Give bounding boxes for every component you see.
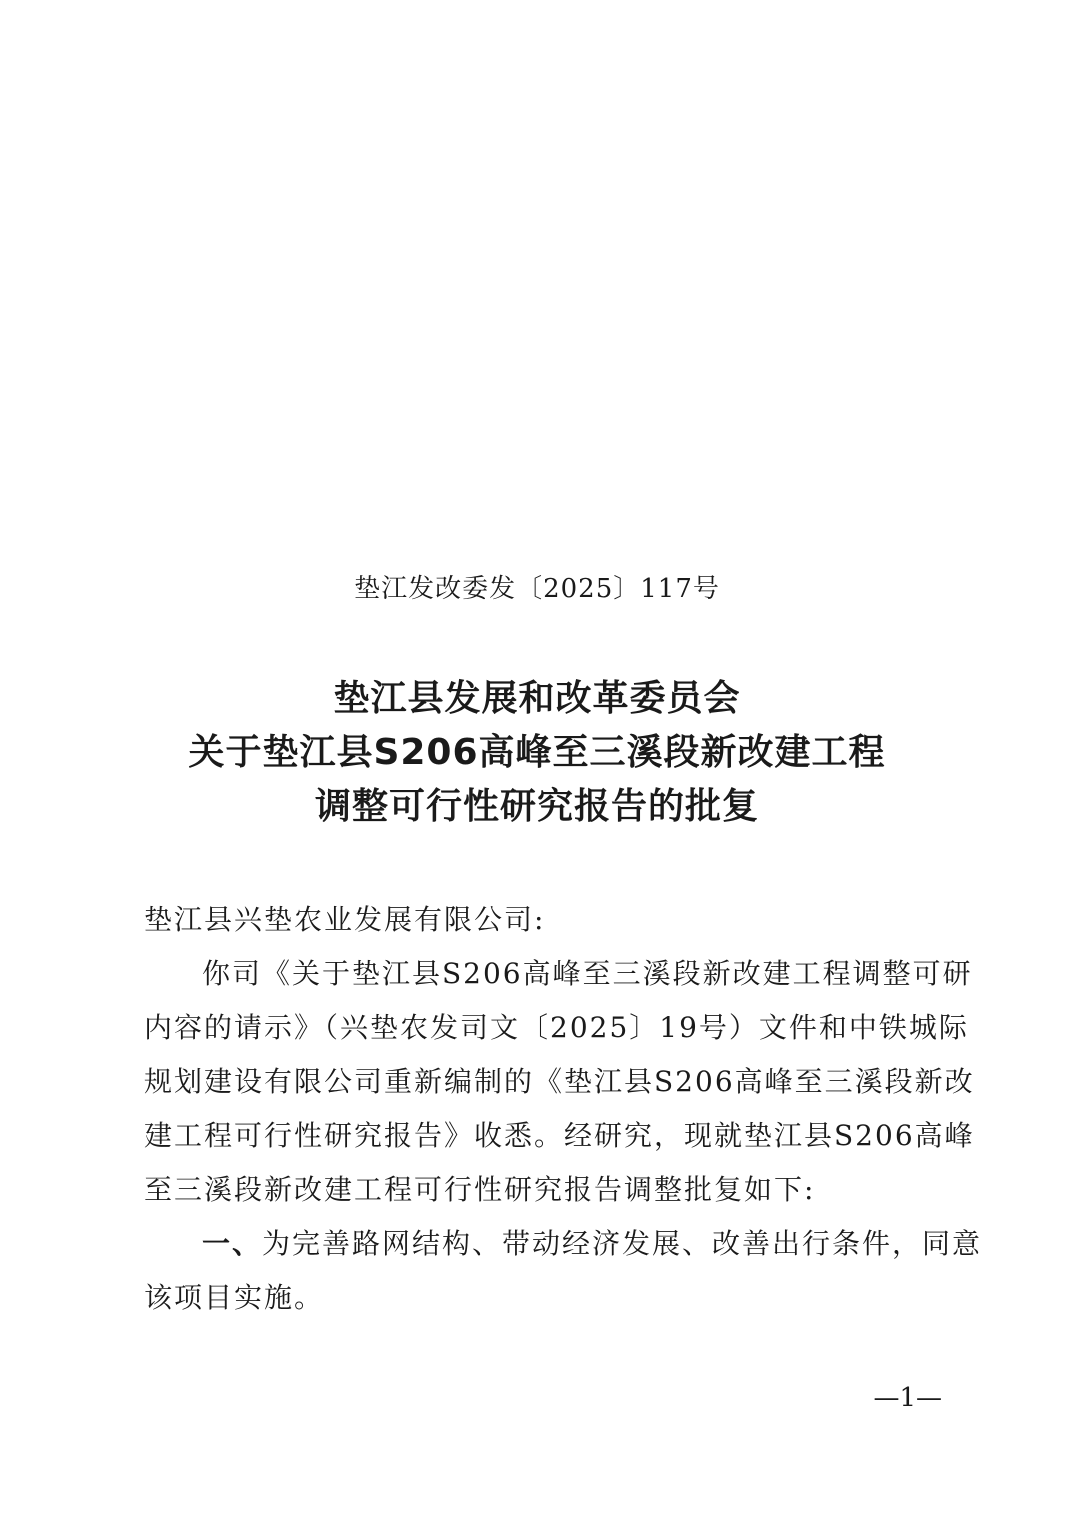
title-line-3: 调整可行性研究报告的批复: [314, 786, 759, 827]
paragraph-line: 内容的请示》（兴垫农发司文〔2025〕19号）文件和中铁城际: [144, 1011, 969, 1044]
item-1-first-line: [144, 1217, 983, 1271]
title-line-2: 关于垫江县S206高峰至三溪段新改建工程: [188, 732, 886, 773]
paragraph-line: 建工程可行性研究报告》收悉。经研究，现就垫江县S206高峰: [144, 1119, 975, 1152]
paragraph-line: 该项目实施。: [144, 1281, 325, 1314]
paragraph-request-received: [144, 947, 975, 1217]
document-body: [144, 893, 983, 1325]
page-number: —1—: [873, 1383, 942, 1413]
document-title: [0, 672, 1074, 834]
paragraph-line: 你司《关于垫江县S206高峰至三溪段新改建工程调整可研: [202, 957, 973, 990]
item-1-label: 一、: [202, 1227, 263, 1260]
item-1-text: 为完善路网结构、带动经济发展、改善出行条件，同意: [262, 1227, 983, 1260]
paragraph-item-1: [144, 1217, 983, 1325]
title-line-1: 垫江县发展和改革委员会: [333, 678, 741, 719]
salutation: 垫江县兴垫农业发展有限公司:: [144, 903, 546, 936]
paragraph-line: 至三溪段新改建工程可行性研究报告调整批复如下:: [144, 1173, 816, 1206]
paragraph-line: 规划建设有限公司重新编制的《垫江县S206高峰至三溪段新改: [144, 1065, 975, 1098]
document-number: 垫江发改委发〔2025〕117号: [354, 574, 720, 604]
